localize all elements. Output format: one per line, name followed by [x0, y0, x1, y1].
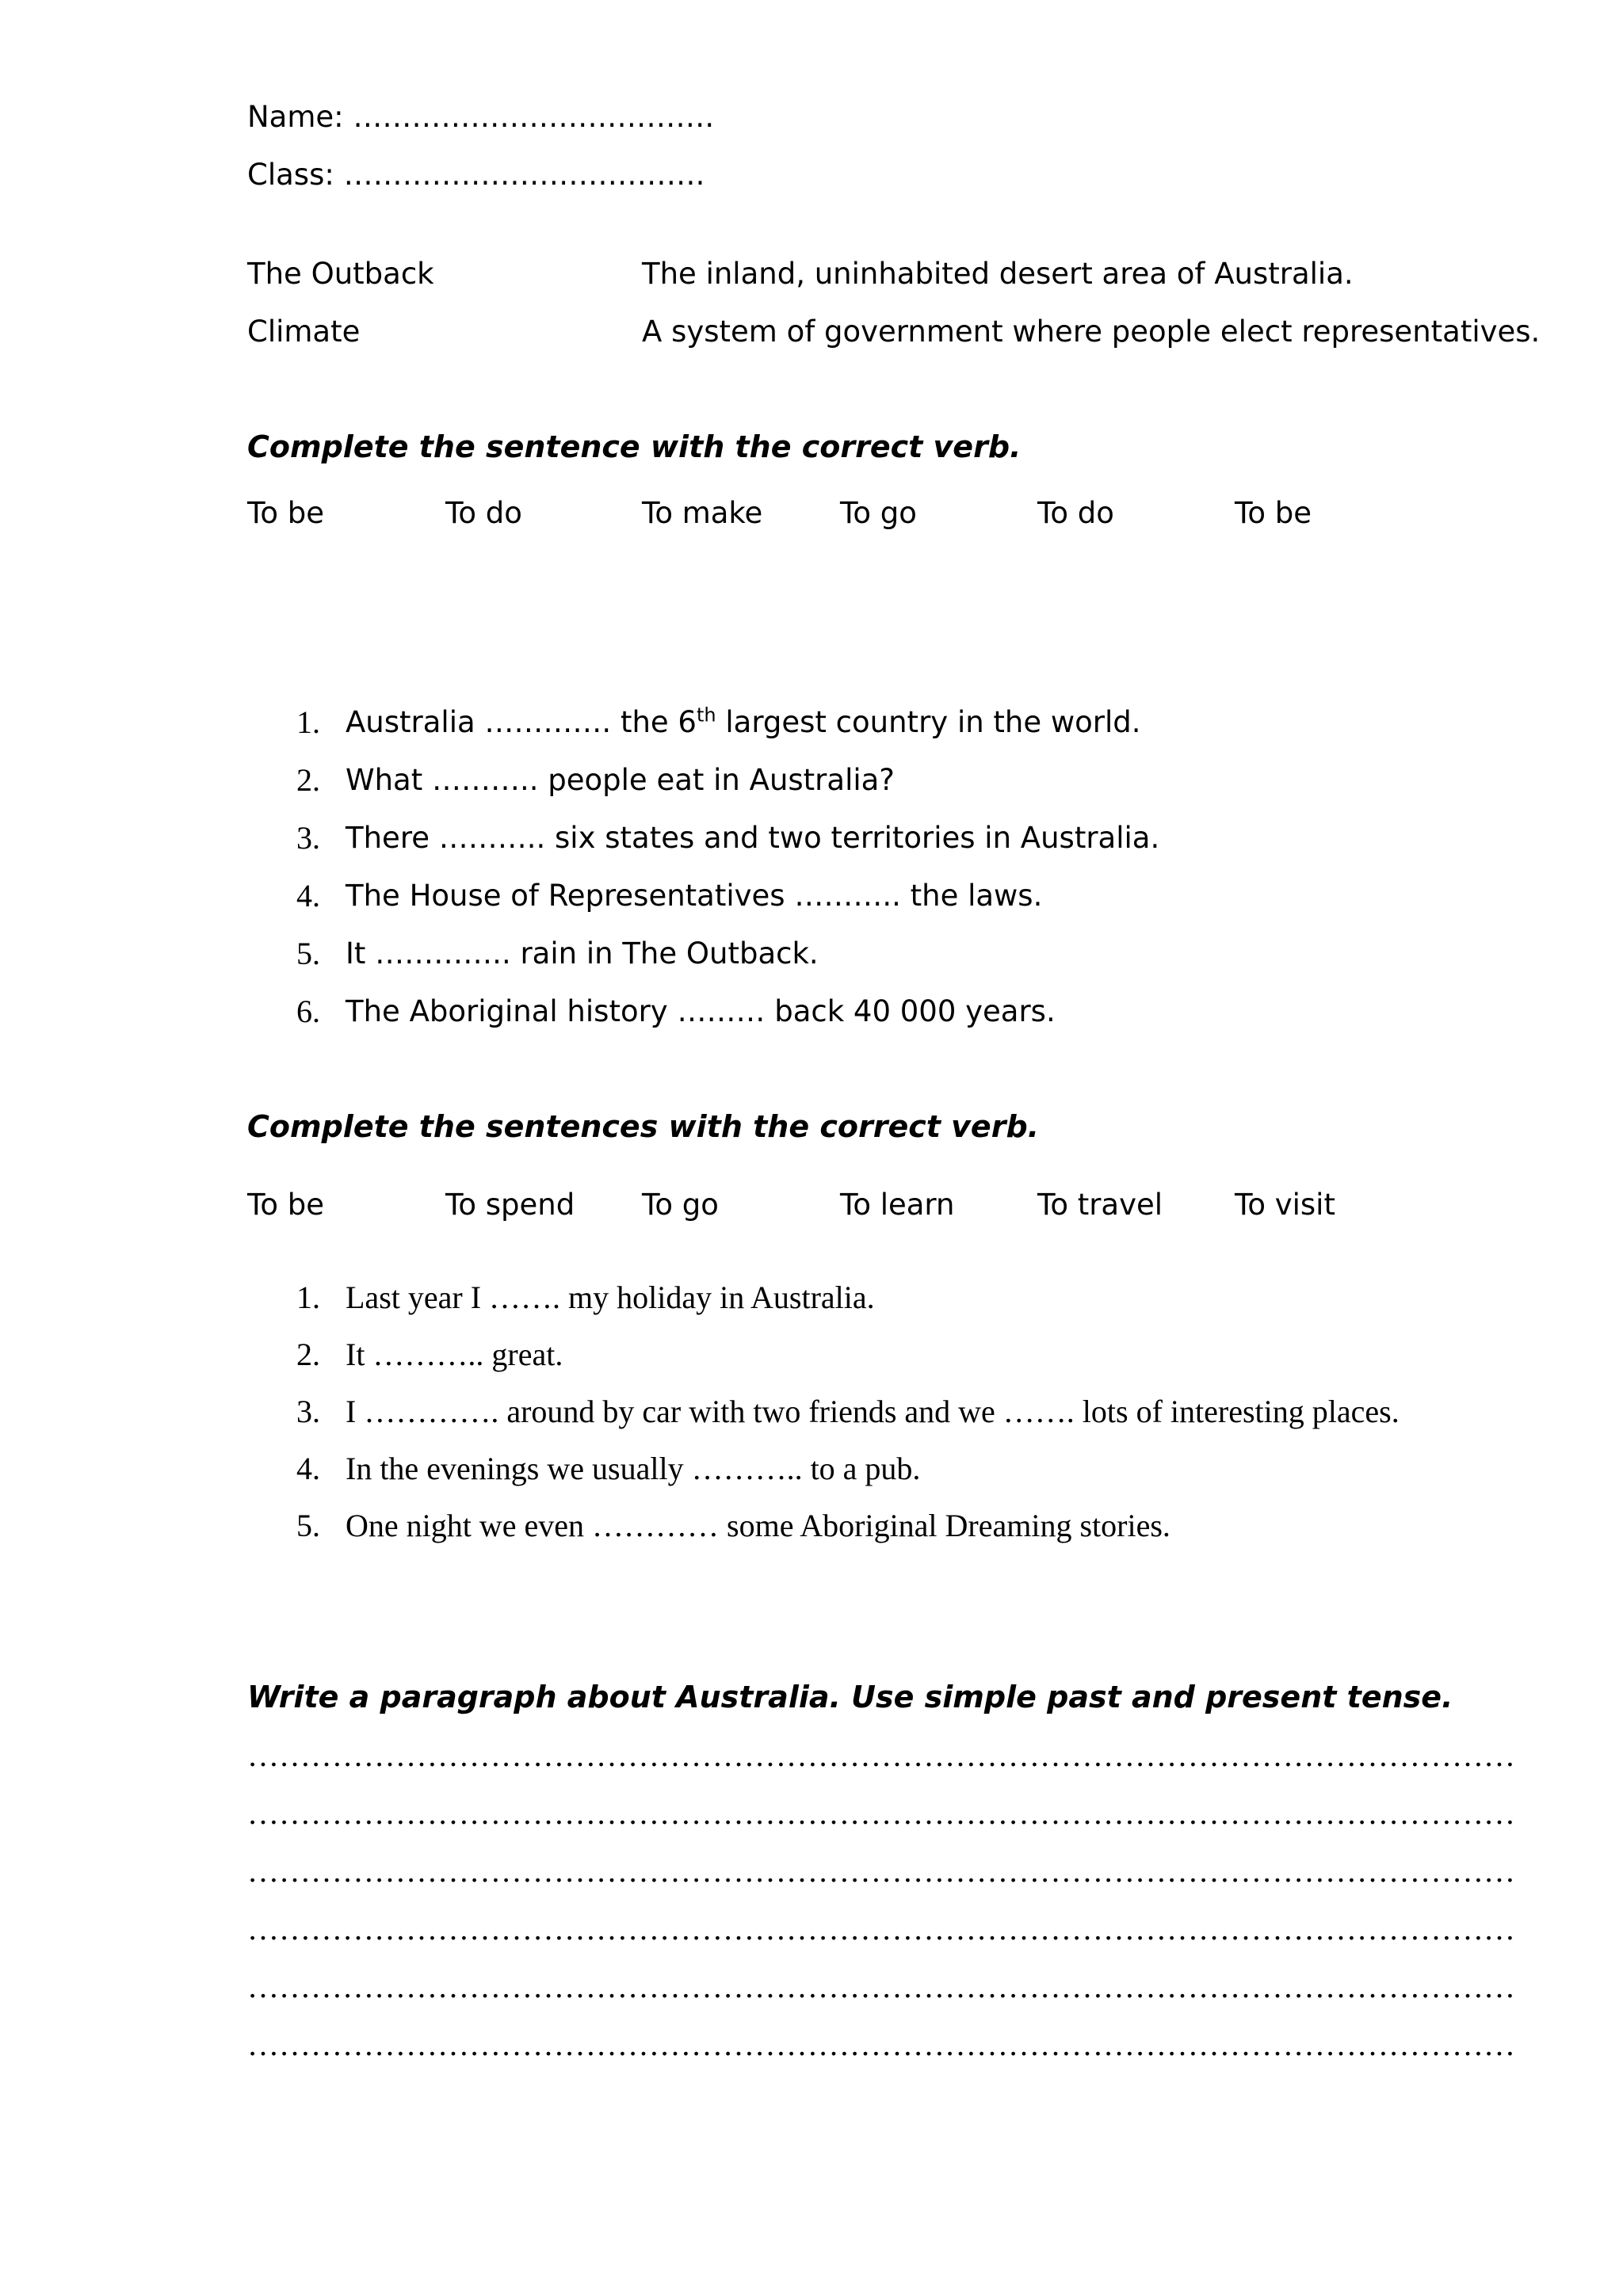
answer-line[interactable]: ………………………………………………………………………………………………………… — [247, 1911, 1515, 1947]
verb-option: To spend — [445, 1188, 575, 1222]
item-text: It ……….. great. — [346, 1337, 563, 1372]
class-field[interactable]: Class: ………………………………. — [247, 158, 705, 192]
glossary-row — [247, 313, 1541, 351]
answer-line[interactable]: ………………………………………………………………………………………………………… — [247, 1853, 1515, 1889]
item-text: The House of Representatives ……….. the laws. — [346, 879, 1043, 913]
item-text: It ………….. rain in The Outback. — [346, 936, 819, 971]
glossary-definition: The inland, uninhabited desert area of Australia. — [642, 257, 1354, 291]
verb-option: To make — [642, 496, 763, 530]
verb-option: To go — [840, 496, 917, 530]
verb-option: To go — [642, 1188, 719, 1222]
answer-line[interactable]: ………………………………………………………………………………………………………… — [247, 1737, 1515, 1773]
glossary-row — [247, 255, 1354, 293]
item-number: 5. — [296, 936, 320, 971]
item-number: 2. — [296, 762, 320, 798]
glossary-term: The Outback — [247, 257, 434, 291]
verb-bank — [247, 1186, 1436, 1224]
section-heading: Complete the sentences with the correct verb. — [247, 1109, 1040, 1144]
item-text: What ……….. people eat in Australia? — [346, 763, 895, 797]
item-number: 5. — [296, 1508, 320, 1543]
verb-option: To be — [247, 496, 324, 530]
verb-option: To do — [445, 496, 522, 530]
ordinal-suffix: th — [696, 704, 716, 727]
verb-option: To learn — [840, 1188, 955, 1222]
item-number: 2. — [296, 1337, 320, 1372]
item-text: Last year I ……. my holiday in Australia. — [346, 1280, 875, 1315]
item-text: The Aboriginal history ……… back 40 000 years. — [346, 994, 1056, 1028]
item-number: 3. — [296, 1394, 320, 1429]
section-heading: Write a paragraph about Australia. Use simple past and present tense. — [247, 1680, 1453, 1714]
verb-option: To do — [1037, 496, 1114, 530]
item-number: 4. — [296, 878, 320, 913]
item-text: One night we even ………… some Aboriginal Dreaming stories. — [346, 1508, 1170, 1543]
item-number: 1. — [296, 704, 320, 740]
item-text: Australia …………. the 6 — [346, 705, 697, 739]
glossary-definition: A system of government where people elect representatives. — [642, 315, 1541, 349]
item-text: In the evenings we usually ……….. to a pub. — [346, 1451, 921, 1486]
item-text-rest: largest country in the world. — [716, 705, 1141, 739]
verb-option: To travel — [1037, 1188, 1163, 1222]
item-number: 6. — [296, 994, 320, 1029]
section-heading: Complete the sentence with the correct verb. — [247, 429, 1022, 464]
verb-bank — [247, 494, 1436, 532]
item-number: 1. — [296, 1280, 320, 1315]
item-text: I …………. around by car with two friends and we ……. lots of interesting places. — [346, 1394, 1400, 1429]
answer-line[interactable]: ………………………………………………………………………………………………………… — [247, 2027, 1515, 2062]
item-number: 3. — [296, 820, 320, 856]
answer-line[interactable]: ………………………………………………………………………………………………………… — [247, 1795, 1515, 1831]
item-text: There ……….. six states and two territories in Australia. — [346, 821, 1160, 855]
glossary-term: Climate — [247, 315, 361, 349]
verb-option: To visit — [1235, 1188, 1335, 1222]
verb-option: To be — [1235, 496, 1312, 530]
name-field[interactable]: Name: ………………………………. — [247, 100, 715, 134]
item-number: 4. — [296, 1451, 320, 1486]
answer-line[interactable]: ………………………………………………………………………………………………………… — [247, 1969, 1515, 2004]
verb-option: To be — [247, 1188, 324, 1222]
